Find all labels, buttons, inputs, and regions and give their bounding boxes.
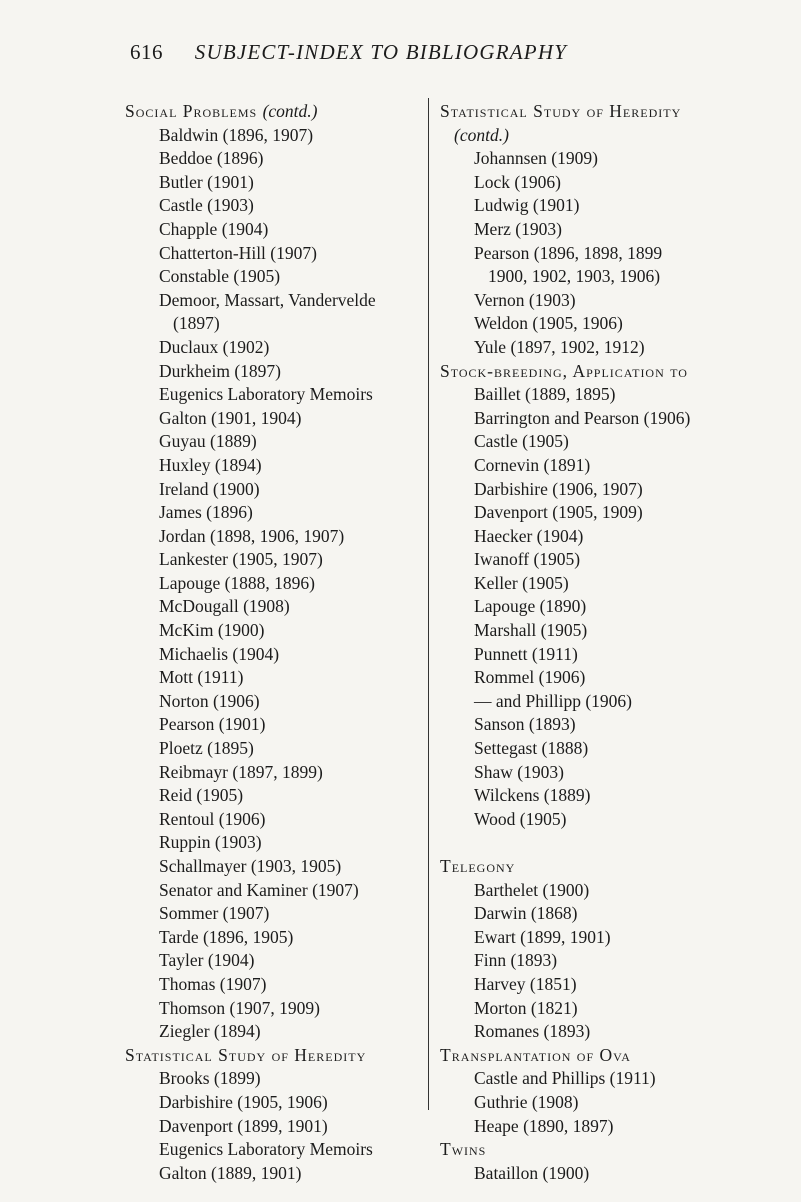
index-entry: Harvey (1851) [474,973,577,994]
index-entry: Ludwig (1901) [474,195,580,216]
index-entry: Chapple (1904) [159,218,269,239]
index-entry: Demoor, Massart, Vandervelde [159,289,376,310]
index-entry: Senator and Kaminer (1907) [159,879,359,900]
index-entry: Ireland (1900) [159,478,260,499]
heading-text: Social Problems [125,101,258,121]
index-entry: Butler (1901) [159,171,254,192]
index-entry: Heape (1890, 1897) [474,1115,614,1136]
index-entry: Haecker (1904) [474,525,584,546]
section-heading: Stock-breeding, Application to [440,360,688,381]
index-entry: Norton (1906) [159,690,260,711]
index-entry: Galton (1889, 1901) [159,1162,302,1183]
index-entry: Baldwin (1896, 1907) [159,124,314,145]
index-entry: Davenport (1905, 1909) [474,502,643,523]
index-entry: Johannsen (1909) [474,148,598,169]
index-entry: Eugenics Laboratory Memoirs [159,384,373,405]
index-entry: Wood (1905) [474,808,567,829]
index-entry: Mott (1911) [159,667,244,688]
index-entry: Michaelis (1904) [159,643,280,664]
contd-label: (contd.) [454,124,509,145]
index-entry: Durkheim (1897) [159,360,281,381]
index-entry: James (1896) [159,502,253,523]
index-entry: Ziegler (1894) [159,1021,261,1042]
left-column [125,100,425,1185]
index-entry: Ewart (1899, 1901) [474,926,611,947]
index-entry: Rentoul (1906) [159,808,266,829]
index-entry: Barthelet (1900) [474,879,590,900]
index-entry: Darwin (1868) [474,903,578,924]
column-divider [428,98,429,1110]
index-entry: Baillet (1889, 1895) [474,384,616,405]
index-entry: Davenport (1899, 1901) [159,1115,328,1136]
index-entry: Guyau (1889) [159,431,257,452]
index-entry: McDougall (1908) [159,596,290,617]
index-entry: Ploetz (1895) [159,738,254,759]
section-heading: Telegony [440,856,516,876]
index-entry: Schallmayer (1903, 1905) [159,856,342,876]
index-entry: Morton (1821) [474,997,578,1018]
index-entry: Tarde (1896, 1905) [159,926,294,947]
index-entry: Galton (1901, 1904) [159,407,302,428]
entry-list [440,879,770,1044]
page-number: 616 [130,40,163,64]
index-entry: Rommel (1906) [474,667,586,688]
index-entry: Lankester (1905, 1907) [159,549,323,570]
index-entry: Castle and Phillips (1911) [474,1068,656,1089]
index-entry: Castle (1903) [159,195,254,216]
index-entry: Pearson (1901) [159,714,266,735]
index-entry: Castle (1905) [474,431,569,452]
index-entry: Finn (1893) [474,950,558,971]
index-entry: Lapouge (1890) [474,596,587,617]
index-entry: — and Phillipp (1906) [474,690,632,711]
index-entry: Brooks (1899) [159,1068,261,1089]
index-entry: Keller (1905) [474,572,569,593]
index-entry: McKim (1900) [159,620,265,641]
index-entry: Weldon (1905, 1906) [474,313,623,334]
contd-label: (contd.) [262,101,318,121]
index-entry: (1897) [173,313,220,334]
index-entry: 1900, 1902, 1903, 1906) [488,266,661,287]
index-entry: Cornevin (1891) [474,454,591,475]
index-entry: Punnett (1911) [474,643,578,664]
index-entry: Guthrie (1908) [474,1091,579,1112]
index-entry: Beddoe (1896) [159,148,264,169]
right-column [440,100,770,1185]
spacer [440,831,770,855]
running-head [130,40,741,65]
section-heading [125,100,425,124]
index-entry: Thomas (1907) [159,973,267,994]
index-entry: Sanson (1893) [474,714,576,735]
index-entry: Romanes (1893) [474,1021,591,1042]
index-entry: Settegast (1888) [474,738,589,759]
entry-list [440,383,770,831]
index-entry: Wilckens (1889) [474,785,591,806]
index-entry: Thomson (1907, 1909) [159,997,320,1018]
index-entry: Barrington and Pearson (1906) [474,407,691,428]
index-entry: Jordan (1898, 1906, 1907) [159,525,345,546]
section-heading: Transplantation of Ova [440,1044,631,1065]
running-title: SUBJECT-INDEX TO BIBLIOGRAPHY [194,40,568,64]
section-heading: Twins [440,1139,487,1160]
index-entry: Eugenics Laboratory Memoirs [159,1139,373,1160]
index-entry: Duclaux (1902) [159,336,270,357]
index-entry: Darbishire (1905, 1906) [159,1091,328,1112]
index-entry: Constable (1905) [159,266,281,287]
index-entry: Lapouge (1888, 1896) [159,572,316,593]
index-entry: Merz (1903) [474,218,562,239]
index-entry: Bataillon (1900) [474,1162,590,1183]
index-entry: Reid (1905) [159,785,244,806]
index-entry: Iwanoff (1905) [474,549,581,570]
index-entry: Darbishire (1906, 1907) [474,478,643,499]
index-entry: Reibmayr (1897, 1899) [159,761,323,782]
entry-list [440,147,770,359]
index-entry: Chatterton-Hill (1907) [159,242,317,263]
index-entry: Sommer (1907) [159,903,270,924]
entry-list [125,1067,425,1185]
index-entry: Vernon (1903) [474,289,576,310]
index-entry: Shaw (1903) [474,761,564,782]
index-entry: Tayler (1904) [159,950,255,971]
section-heading: Statistical Study of Heredity [440,101,682,121]
index-entry: Pearson (1896, 1898, 1899 [474,242,663,263]
index-entry: Lock (1906) [474,171,561,192]
index-entry: Yule (1897, 1902, 1912) [474,336,645,357]
index-entry: Ruppin (1903) [159,832,262,853]
section-heading: Statistical Study of Heredity [125,1044,367,1065]
entry-list [125,124,425,1044]
entry-list [440,1067,770,1138]
entry-list [440,1162,770,1186]
index-entry: Marshall (1905) [474,620,588,641]
index-entry: Huxley (1894) [159,454,262,475]
